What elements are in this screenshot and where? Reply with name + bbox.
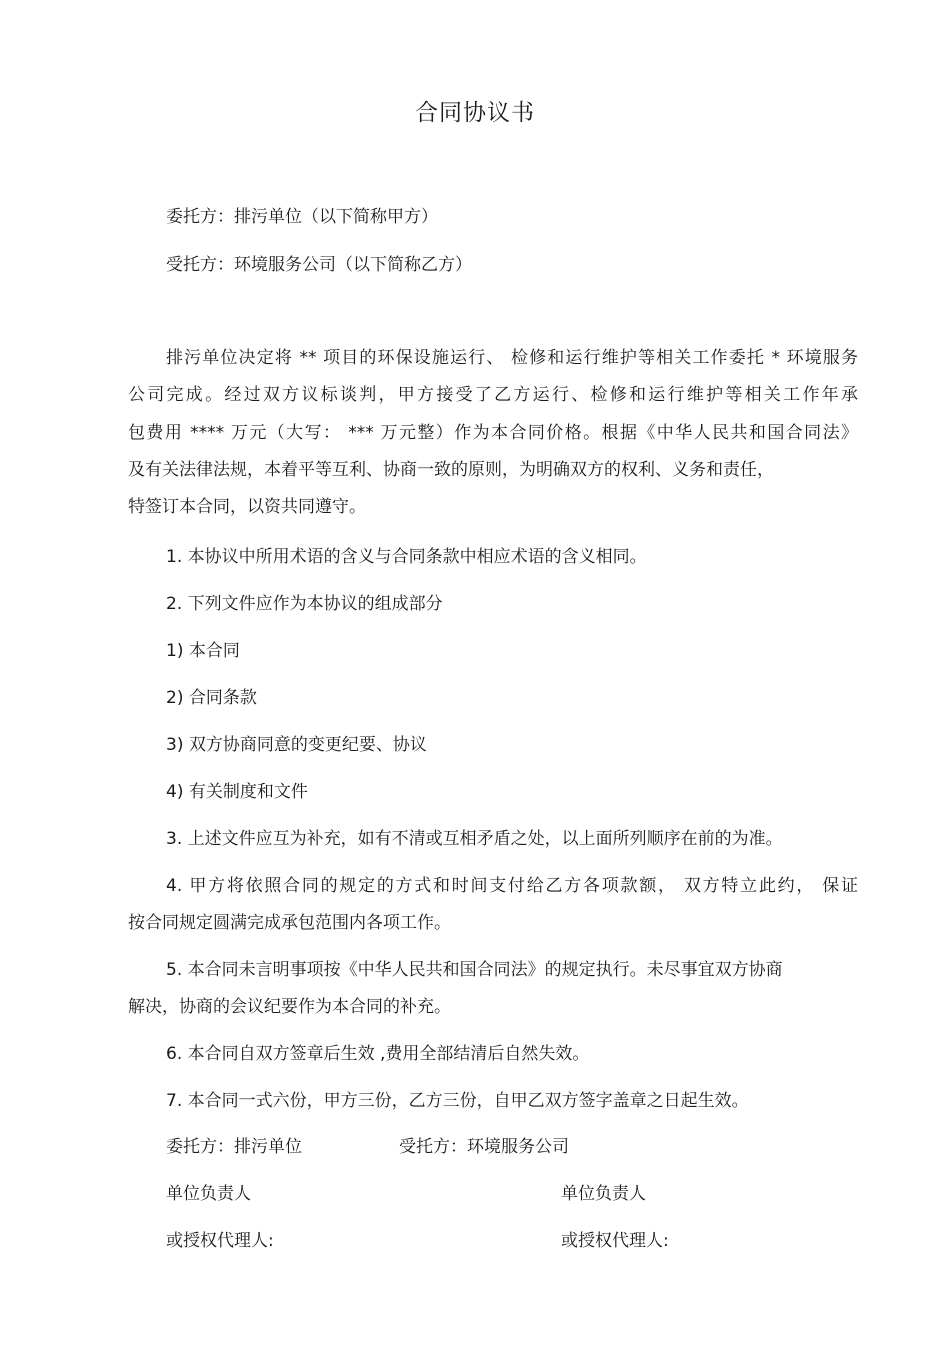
intro-line: 特签订本合同，以资共同遵守。 — [128, 497, 366, 517]
party-a-line: 委托方：排污单位（以下简称甲方） — [166, 207, 438, 227]
clause-3: 3. 上述文件应互为补充，如有不清或互相矛盾之处，以上面所列顺序在前的为准。 — [166, 829, 783, 849]
contractor-agent-label: 或授权代理人: — [561, 1231, 669, 1251]
contractor-signature-label: 受托方：环境服务公司 — [399, 1137, 569, 1157]
clause-5-line: 5. 本合同未言明事项按《中华人民共和国合同法》的规定执行。未尽事宜双方协商 — [166, 960, 783, 980]
contractor-responsible-label: 单位负责人 — [561, 1184, 646, 1204]
intro-line: 包费用 **** 万元（大写： *** 万元整）作为本合同价格。根据《中华人民共和国合同法》 — [128, 423, 858, 443]
client-signature-label: 委托方：排污单位 — [166, 1137, 302, 1157]
document-title: 合同协议书 — [415, 100, 535, 126]
intro-line: 公司完成。经过双方议标谈判，甲方接受了乙方运行、检修和运行维护等相关工作年承 — [128, 385, 858, 405]
clause-1: 1. 本协议中所用术语的含义与合同条款中相应术语的含义相同。 — [166, 547, 647, 567]
list-item: 1) 本合同 — [166, 641, 240, 661]
clause-4-line: 4. 甲方将依照合同的规定的方式和时间支付给乙方各项款额， 双方特立此约， 保证 — [166, 876, 858, 896]
clause-2: 2. 下列文件应作为本协议的组成部分 — [166, 594, 443, 614]
clause-6: 6. 本合同自双方签章后生效 ,费用全部结清后自然失效。 — [166, 1044, 590, 1064]
list-item: 2) 合同条款 — [166, 688, 257, 708]
list-item: 4) 有关制度和文件 — [166, 782, 308, 802]
clause-5-line: 解决，协商的会议纪要作为本合同的补充。 — [128, 997, 451, 1017]
clause-7: 7. 本合同一式六份，甲方三份，乙方三份，自甲乙双方签字盖章之日起生效。 — [166, 1091, 749, 1111]
client-agent-label: 或授权代理人: — [166, 1231, 274, 1251]
party-b-line: 受托方：环境服务公司（以下简称乙方） — [166, 255, 472, 275]
list-item: 3) 双方协商同意的变更纪要、协议 — [166, 735, 427, 755]
client-responsible-label: 单位负责人 — [166, 1184, 251, 1204]
intro-line: 及有关法律法规，本着平等互利、协商一致的原则，为明确双方的权利、义务和责任， — [128, 460, 774, 480]
intro-line: 排污单位决定将 ** 项目的环保设施运行、 检修和运行维护等相关工作委托 * 环境服务 — [166, 348, 858, 368]
clause-4-line: 按合同规定圆满完成承包范围内各项工作。 — [128, 913, 451, 933]
